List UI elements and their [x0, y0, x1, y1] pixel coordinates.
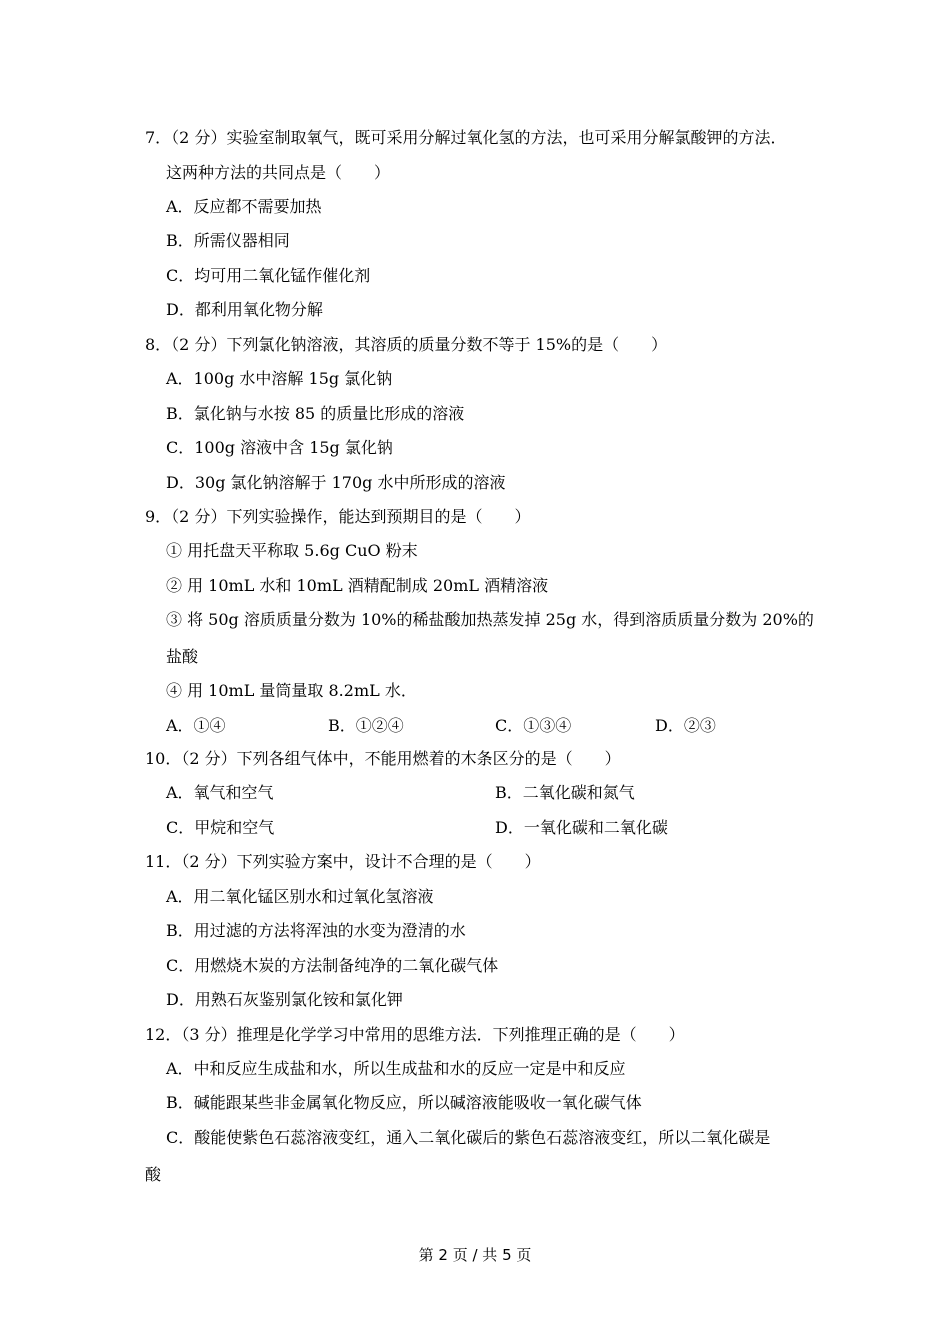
question-10-option-b: B．二氧化碳和氮气	[495, 783, 635, 802]
question-8-option-d: D．30g 氯化钠溶解于 170g 水中所形成的溶液	[166, 473, 506, 492]
question-12-option-a: A．中和反应生成盐和水，所以生成盐和水的反应一定是中和反应	[166, 1059, 626, 1078]
question-7-option-a: A．反应都不需要加热	[166, 197, 322, 216]
question-11-option-b: B．用过滤的方法将浑浊的水变为澄清的水	[166, 921, 466, 940]
question-10-option-c: C．甲烷和空气	[166, 818, 275, 837]
question-10-option-a: A．氧气和空气	[166, 783, 274, 802]
question-12-option-c-continued: 酸	[145, 1165, 162, 1184]
question-11-option-c: C．用燃烧木炭的方法制备纯净的二氧化碳气体	[166, 956, 499, 975]
question-8-option-a: A．100g 水中溶解 15g 氯化钠	[166, 369, 393, 388]
question-7-stem-continued: 这两种方法的共同点是（ ）	[166, 163, 391, 182]
question-9-option-a: A．①④	[166, 716, 226, 735]
question-12-option-c: C．酸能使紫色石蕊溶液变红，通入二氧化碳后的紫色石蕊溶液变红，所以二氧化碳是	[166, 1128, 771, 1147]
question-7-option-b: B．所需仪器相同	[166, 231, 290, 250]
question-11-option-a: A．用二氧化锰区别水和过氧化氢溶液	[166, 887, 434, 906]
question-9-stem: 9．（2 分）下列实验操作，能达到预期目的是（ ）	[145, 507, 531, 526]
page-number-footer: 第 2 页 / 共 5 页	[418, 1246, 532, 1264]
question-9-item-2: ② 用 10mL 水和 10mL 酒精配制成 20mL 酒精溶液	[166, 576, 549, 595]
question-7-stem: 7．（2 分）实验室制取氧气，既可采用分解过氧化氢的方法，也可采用分解氯酸钾的方法．	[145, 128, 787, 147]
question-7-option-d: D．都利用氧化物分解	[166, 300, 323, 319]
question-8-stem: 8．（2 分）下列氯化钠溶液，其溶质的质量分数不等于 15%的是（ ）	[145, 335, 668, 354]
question-7-option-c: C．均可用二氧化锰作催化剂	[166, 266, 371, 285]
question-10-stem: 10．（2 分）下列各组气体中，不能用燃着的木条区分的是（ ）	[145, 749, 621, 768]
question-9-option-d: D．②③	[655, 716, 716, 735]
question-9-item-4: ④ 用 10mL 量筒量取 8.2mL 水．	[166, 681, 417, 700]
question-9-item-3-continued: 盐酸	[166, 647, 199, 666]
question-11-stem: 11．（2 分）下列实验方案中，设计不合理的是（ ）	[145, 852, 541, 871]
question-8-option-c: C．100g 溶液中含 15g 氯化钠	[166, 438, 393, 457]
question-11-option-d: D．用熟石灰鉴别氯化铵和氯化钾	[166, 990, 403, 1009]
question-8-option-b: B．氯化钠与水按 85 的质量比形成的溶液	[166, 404, 465, 423]
question-10-option-d: D．一氧化碳和二氧化碳	[495, 818, 668, 837]
question-9-option-c: C．①③④	[495, 716, 572, 735]
question-9-item-1: ① 用托盘天平称取 5.6g CuO 粉末	[166, 541, 418, 560]
question-12-option-b: B．碱能跟某些非金属氧化物反应，所以碱溶液能吸收一氧化碳气体	[166, 1093, 642, 1112]
question-9-item-3: ③ 将 50g 溶质质量分数为 10%的稀盐酸加热蒸发掉 25g 水，得到溶质质量分数为 20%的	[166, 610, 814, 629]
question-9-option-b: B．①②④	[328, 716, 404, 735]
question-12-stem: 12．（3 分）推理是化学学习中常用的思维方法．下列推理正确的是（ ）	[145, 1025, 685, 1044]
